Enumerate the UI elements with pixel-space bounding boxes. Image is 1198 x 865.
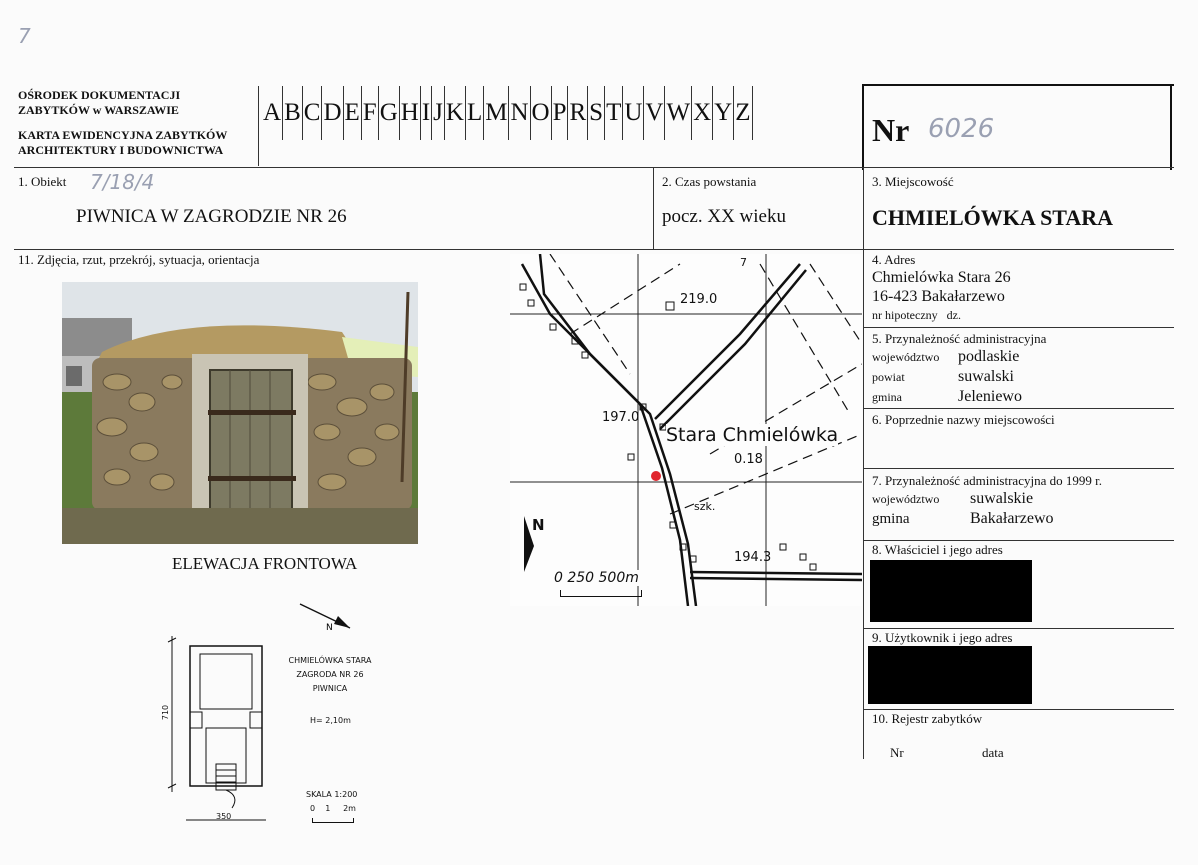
plan-dimension-width: 350 <box>216 812 232 821</box>
map-school: szk. <box>694 500 716 513</box>
classification-letters <box>262 96 753 140</box>
mortgage-number-label: nr hipoteczny dz. <box>872 308 961 322</box>
letter-j: J <box>433 99 443 126</box>
plan-scale-ticks: 0 1 2m <box>310 804 356 813</box>
user-label: 9. Użytkownik i jego adres <box>872 630 1013 645</box>
map-height-1: 219.0 <box>680 292 718 307</box>
plan-title <box>280 654 380 696</box>
letter-l: L <box>466 99 483 126</box>
letter-x: X <box>693 99 712 126</box>
letter-v: V <box>645 99 664 126</box>
map-grid-number: 7 <box>740 256 747 269</box>
map-north-icon: N <box>532 516 545 534</box>
owner-redacted <box>870 560 1032 622</box>
map-height-2: 197.0 <box>602 410 640 425</box>
register-label: 10. Rejestr zabytków <box>872 711 983 726</box>
plan-title-line-3: PIWNICA <box>312 684 348 693</box>
letter-u: U <box>624 99 643 126</box>
number-label: Nr <box>872 112 910 148</box>
letter-a: A <box>263 99 282 126</box>
letter-f: F <box>362 99 377 126</box>
admin-before-1999-rows: województwo suwalskie gmina Bakałarzewo <box>872 490 1054 527</box>
institution-line-1: OŚRODEK DOKUMENTACJI <box>18 88 181 102</box>
object-label: 1. Obiekt <box>18 174 67 189</box>
letter-k: K <box>445 99 464 126</box>
letter-d: D <box>323 99 342 126</box>
address-label: 4. Adres <box>872 252 916 267</box>
map-height-3: 194.3 <box>734 550 772 565</box>
address-line-2: 16-423 Bakałarzewo <box>872 288 1005 305</box>
letter-b: B <box>284 99 301 126</box>
photo-caption: ELEWACJA FRONTOWA <box>172 554 358 573</box>
register-number-label: Nr <box>890 745 904 760</box>
owner-label: 8. Właściciel i jego adres <box>872 542 1003 557</box>
letter-z: Z <box>735 99 751 126</box>
letter-w: W <box>666 99 691 126</box>
plan-scale-bar <box>312 818 354 823</box>
object-code: 7/18/4 <box>90 170 155 194</box>
previous-names-label: 6. Poprzednie nazwy miejscowości <box>872 412 1055 427</box>
address-line-1: Chmielówka Stara 26 <box>872 269 1011 286</box>
photos-label: 11. Zdjęcia, rzut, przekrój, sytuacja, orientacja <box>18 252 260 267</box>
letter-m: M <box>485 99 508 126</box>
letter-divider <box>752 86 753 140</box>
floor-plan-drawing <box>160 636 280 831</box>
letter-t: T <box>606 99 622 126</box>
plan-scale-label: SKALA 1:200 <box>306 790 358 799</box>
map-distance: 0.18 <box>734 452 763 467</box>
user-redacted <box>868 646 1032 704</box>
register-date-label: data <box>982 745 1004 760</box>
institution-line-2: ZABYTKÓW w WARSZAWIE <box>18 103 179 117</box>
plan-height: H= 2,10m <box>310 716 351 725</box>
letter-i: I <box>421 99 431 126</box>
locality-label: 3. Miejscowość <box>872 174 954 189</box>
plan-title-line-1: CHMIELÓWKA STARA <box>288 656 372 665</box>
svg-text:N: N <box>326 623 333 633</box>
letter-c: C <box>303 99 321 126</box>
plan-title-line-2: ZAGRODA NR 26 <box>296 670 364 679</box>
letter-p: P <box>552 99 567 126</box>
letter-h: H <box>400 99 419 126</box>
letter-y: Y <box>714 99 733 126</box>
letter-n: N <box>510 99 529 126</box>
map-place-name: Stara Chmielówka <box>666 424 839 446</box>
map-scale-bar <box>560 590 642 597</box>
map-scale: 0 250 500m <box>554 570 639 586</box>
object-name: PIWNICA W ZAGRODZIE NR 26 <box>76 206 347 227</box>
letter-r: R <box>569 99 587 126</box>
admin-before-1999-label: 7. Przynależność administracyjna do 1999 r. <box>872 473 1102 488</box>
admin-affiliation-label: 5. Przynależność administracyjna <box>872 331 1047 346</box>
letter-e: E <box>344 99 360 126</box>
cellar-photo <box>62 282 418 544</box>
location-map <box>510 254 862 606</box>
creation-time-value: pocz. XX wieku <box>662 206 786 227</box>
institution-header <box>18 88 227 158</box>
letter-g: G <box>379 99 398 126</box>
locality-value: CHMIELÓWKA STARA <box>872 205 1114 230</box>
catalog-number: 6026 <box>928 114 995 144</box>
corner-pencil-mark: 7 <box>18 24 31 48</box>
admin-affiliation-rows: województwo podlaskie powiat suwalski gmina Jeleniewo <box>872 348 1022 405</box>
letter-o: O <box>531 99 550 126</box>
address-value <box>872 268 1011 306</box>
plan-north-arrow-icon <box>298 600 354 639</box>
creation-time-label: 2. Czas powstania <box>662 174 757 189</box>
plan-dimension-height: 710 <box>161 704 171 721</box>
card-type-line-1: KARTA EWIDENCYJNA ZABYTKÓW <box>18 128 228 142</box>
card-type-line-2: ARCHITEKTURY I BUDOWNICTWA <box>18 143 224 157</box>
letter-s: S <box>589 99 604 126</box>
